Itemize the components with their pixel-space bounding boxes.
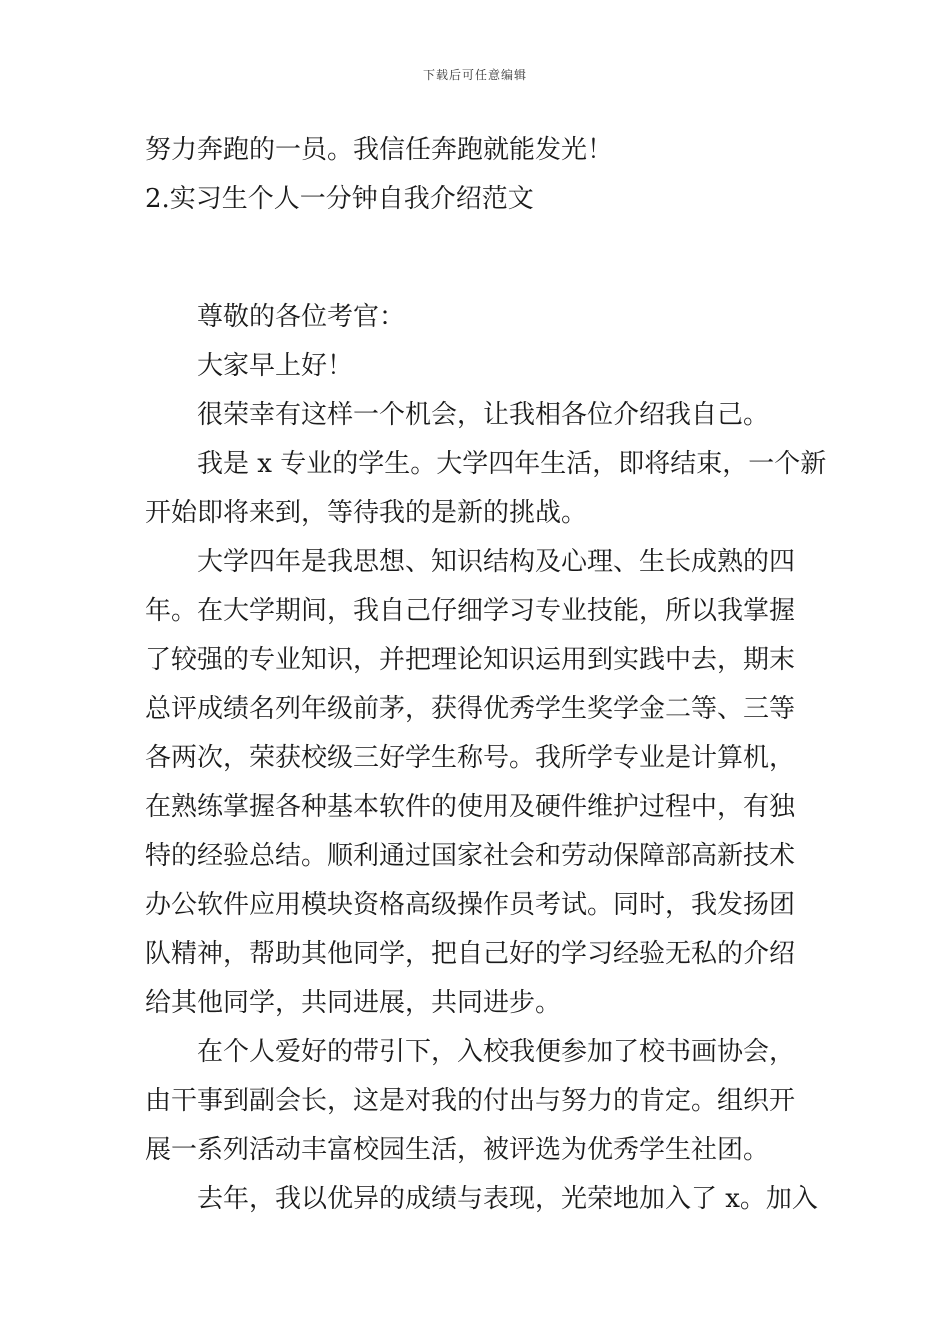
document-body	[145, 126, 827, 1224]
paragraph-line: 了较强的专业知识，并把理论知识运用到实践中去，期末	[145, 645, 796, 675]
paragraph-line: 努力奔跑的一员。我信任奔跑就能发光！	[145, 135, 614, 165]
paragraph-line: 队精神，帮助其他同学，把自己好的学习经验无私的介绍	[145, 939, 796, 969]
paragraph-line: 我是 x 专业的学生。大学四年生活，即将结束，一个新	[197, 449, 827, 479]
paragraph-line: 在个人爱好的带引下，入校我便参加了校书画协会，	[197, 1037, 796, 1067]
paragraph-line: 年。在大学期间，我自己仔细学习专业技能，所以我掌握	[145, 596, 796, 626]
greeting: 大家早上好！	[197, 351, 354, 381]
salutation: 尊敬的各位考官：	[197, 302, 406, 332]
paragraph-line: 开始即将来到，等待我的是新的挑战。	[145, 498, 588, 528]
paragraph-line: 去年，我以优异的成绩与表现，光荣地加入了 x。加入	[197, 1184, 818, 1214]
paragraph-line: 大学四年是我思想、知识结构及心理、生长成熟的四	[197, 547, 796, 577]
section-heading: 2.实习生个人一分钟自我介绍范文	[145, 184, 534, 214]
paragraph-line: 在熟练掌握各种基本软件的使用及硬件维护过程中，有独	[145, 792, 796, 822]
paragraph-line: 很荣幸有这样一个机会，让我相各位介绍我自己。	[197, 400, 770, 430]
paragraph-line: 给其他同学，共同进展，共同进步。	[145, 988, 562, 1018]
paragraph-line: 展一系列活动丰富校园生活，被评选为优秀学生社团。	[145, 1135, 770, 1165]
paragraph-line: 由干事到副会长，这是对我的付出与努力的肯定。组织开	[145, 1086, 796, 1116]
paragraph-line: 特的经验总结。顺利通过国家社会和劳动保障部高新技术	[145, 841, 796, 871]
blank-spacer	[145, 224, 810, 293]
paragraph-line: 办公软件应用模块资格高级操作员考试。同时，我发扬团	[145, 890, 796, 920]
paragraph-line: 总评成绩名列年级前茅，获得优秀学生奖学金二等、三等	[145, 694, 796, 724]
paragraph-line: 各两次，荣获校级三好学生称号。我所学专业是计算机，	[145, 743, 796, 773]
page-header: 下载后可任意编辑	[422, 68, 527, 82]
